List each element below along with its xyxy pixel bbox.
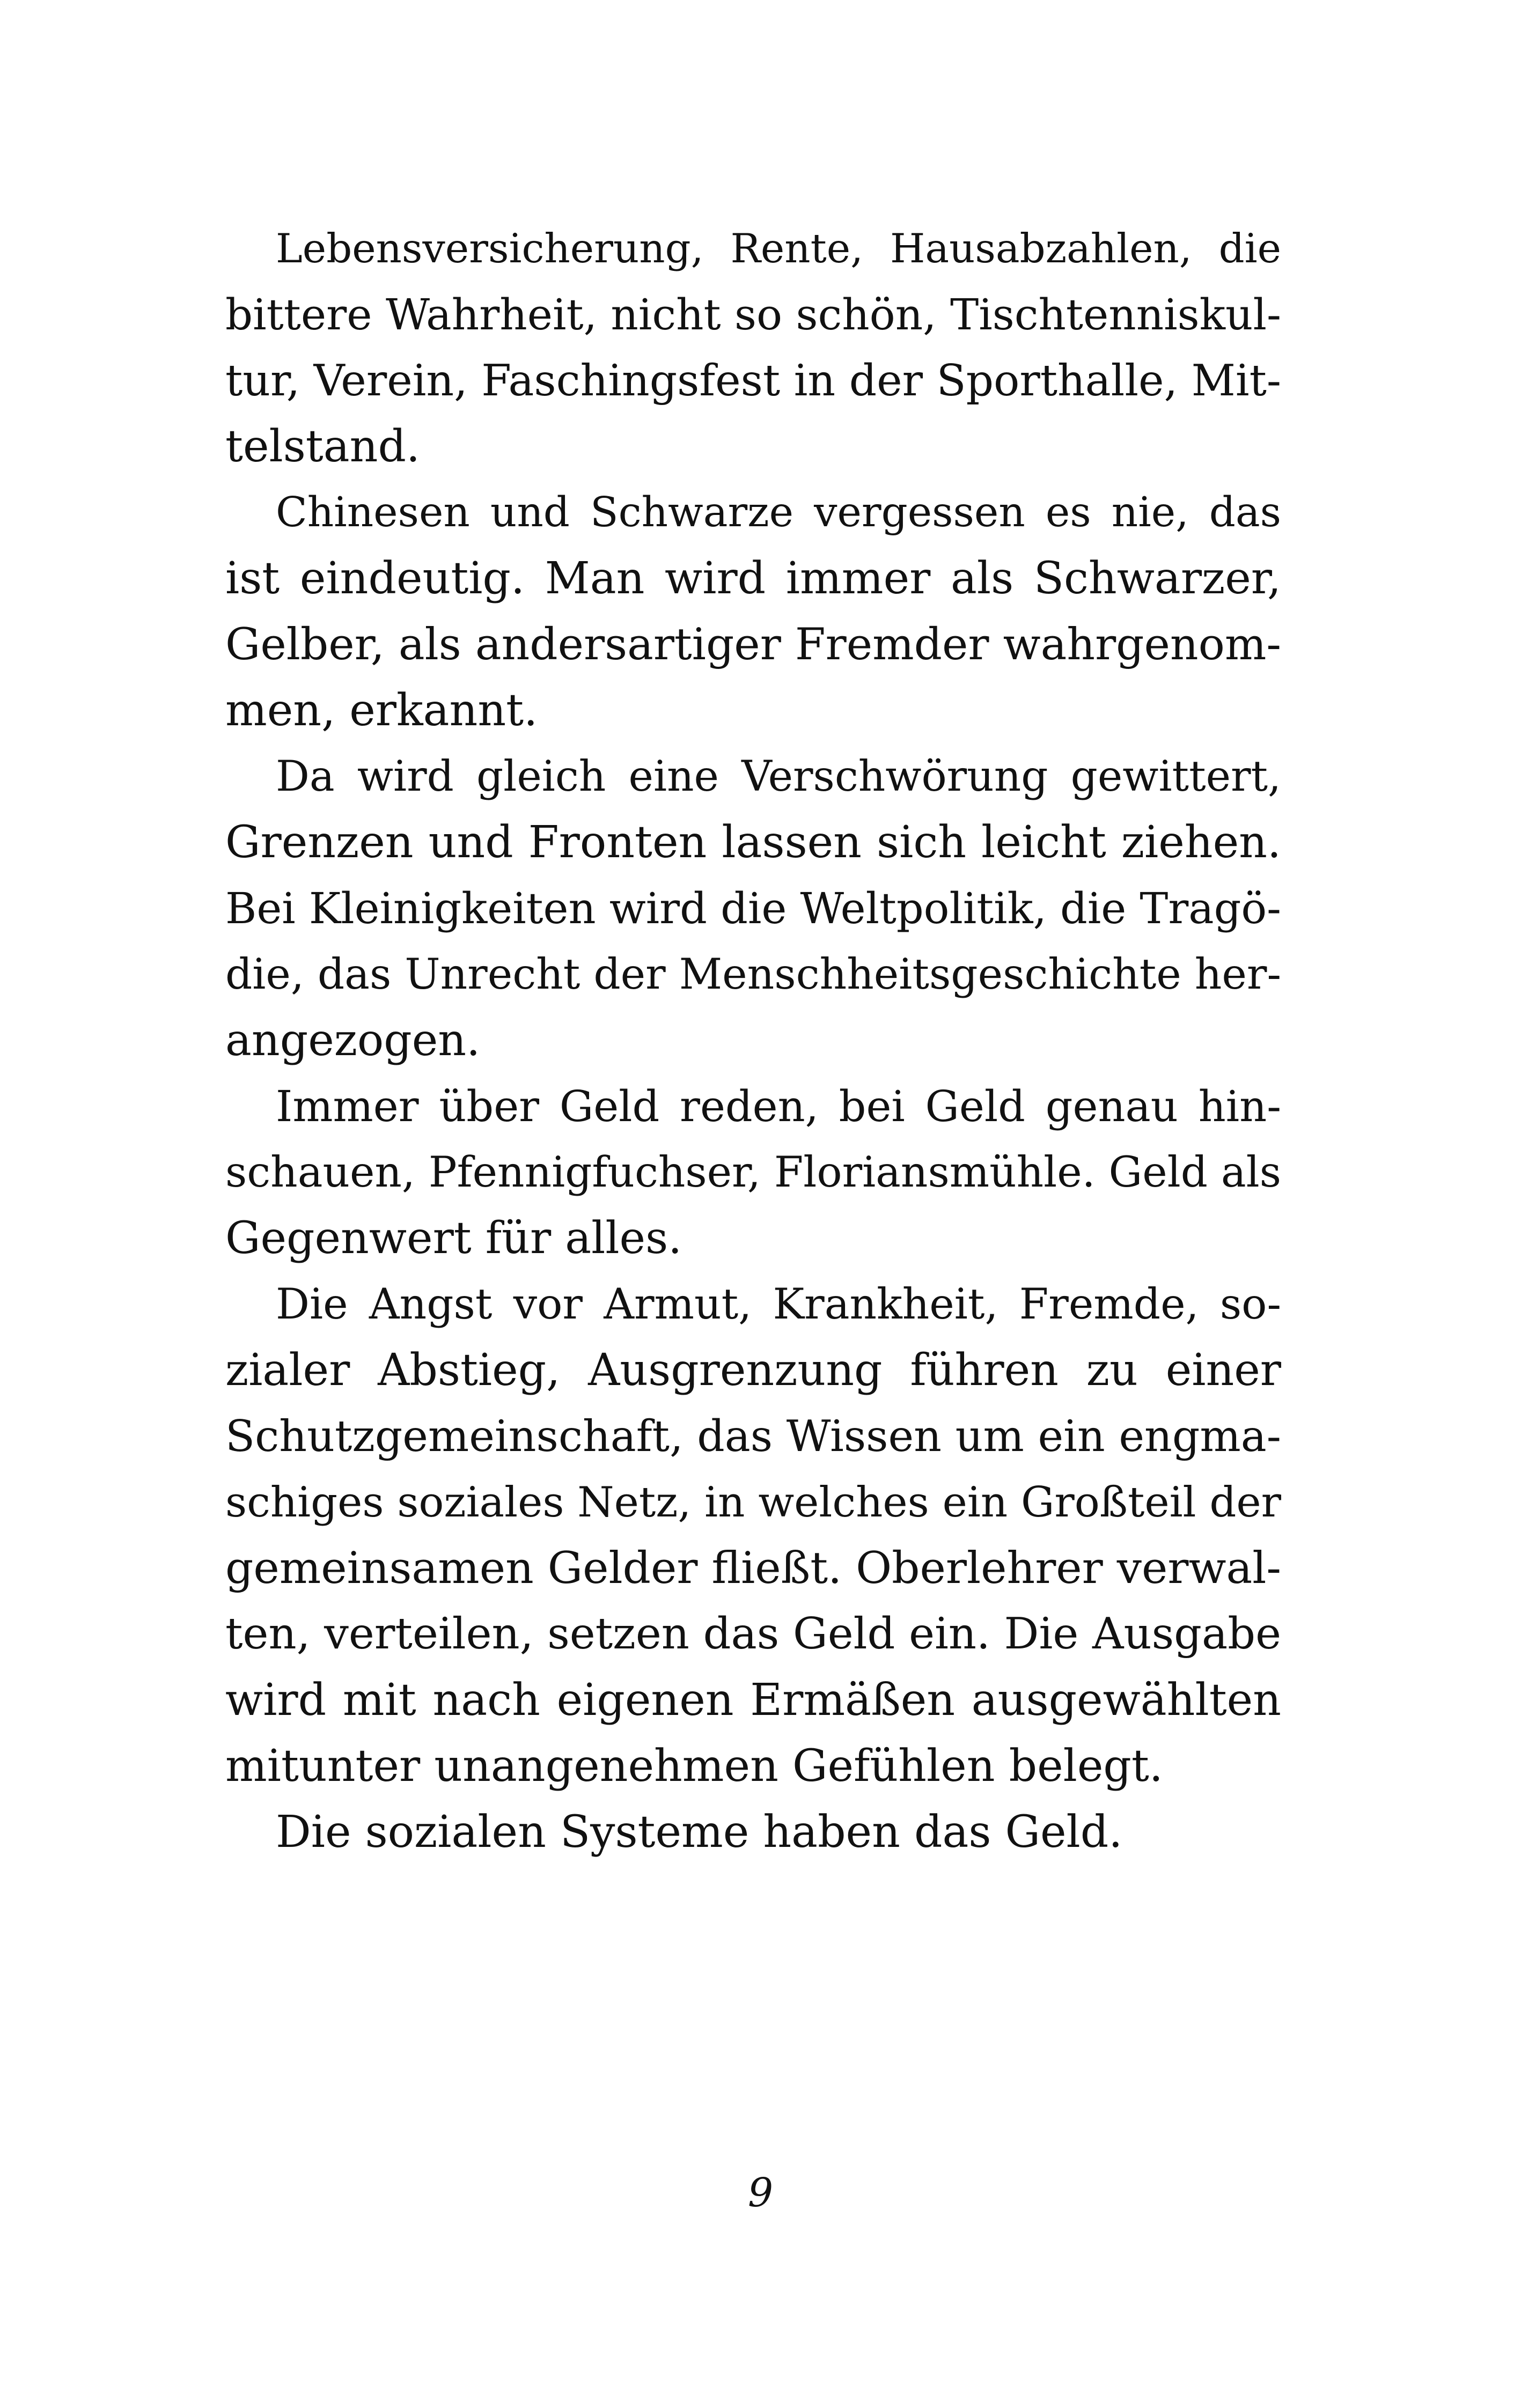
- text-line: Grenzen und Fronten lassen sich leicht ziehen.: [225, 817, 1281, 868]
- paragraph: [225, 480, 1281, 743]
- paragraph: [225, 743, 1281, 1073]
- text-line: mitunter unangenehmen Gefühlen belegt.: [225, 1741, 1163, 1792]
- text-line: Die sozialen Systeme haben das Geld.: [276, 1807, 1123, 1858]
- text-line: Schutzgemeinschaft, das Wissen um ein engma-: [225, 1411, 1281, 1461]
- text-line: schiges soziales Netz, in welches ein Großteil der: [225, 1478, 1281, 1527]
- text-line: gemeinsamen Gelder fließt. Oberlehrer verwal-: [225, 1543, 1281, 1594]
- text-line: bittere Wahrheit, nicht so schön, Tischtenniskul-: [225, 290, 1281, 340]
- text-line: ten, verteilen, setzen das Geld ein. Die Ausgabe: [225, 1609, 1281, 1659]
- page-number: 9: [747, 2170, 774, 2216]
- text-line: Bei Kleinigkeiten wird die Weltpolitik, die Tragö-: [225, 883, 1281, 933]
- text-line: Da wird gleich eine Verschwörung gewittert,: [276, 752, 1281, 801]
- text-line: die, das Unrecht der Menschheitsgeschichte her-: [225, 949, 1281, 999]
- paragraph: [225, 216, 1281, 480]
- text-line: schauen, Pfennigfuchser, Floriansmühle. Geld als: [225, 1148, 1281, 1197]
- text-line: tur, Verein, Faschingsfest in der Sporthalle, Mit-: [225, 355, 1281, 406]
- text-line: Immer über Geld reden, bei Geld genau hin-: [276, 1081, 1281, 1131]
- text-line: men, erkannt.: [225, 685, 538, 736]
- paragraph: [225, 1073, 1281, 1271]
- paragraph: [225, 1271, 1281, 1799]
- text-line: Lebensversicherung, Rente, Hausabzahlen, die: [276, 225, 1281, 272]
- text-line: Gegenwert für alles.: [225, 1213, 682, 1264]
- text-line: telstand.: [225, 421, 420, 472]
- body-text: [225, 216, 1281, 1865]
- paragraph: [225, 1799, 1281, 1865]
- text-line: angezogen.: [225, 1015, 481, 1066]
- text-line: ist eindeutig. Man wird immer als Schwarzer,: [225, 553, 1281, 604]
- text-line: Gelber, als andersartiger Fremder wahrgenom-: [225, 619, 1281, 670]
- text-line: Die Angst vor Armut, Krankheit, Fremde, so-: [276, 1279, 1281, 1329]
- text-line: zialer Abstieg, Ausgrenzung führen zu einer: [225, 1345, 1281, 1396]
- text-line: wird mit nach eigenen Ermäßen ausgewählten: [225, 1675, 1281, 1726]
- text-line: Chinesen und Schwarze vergessen es nie, das: [276, 489, 1281, 536]
